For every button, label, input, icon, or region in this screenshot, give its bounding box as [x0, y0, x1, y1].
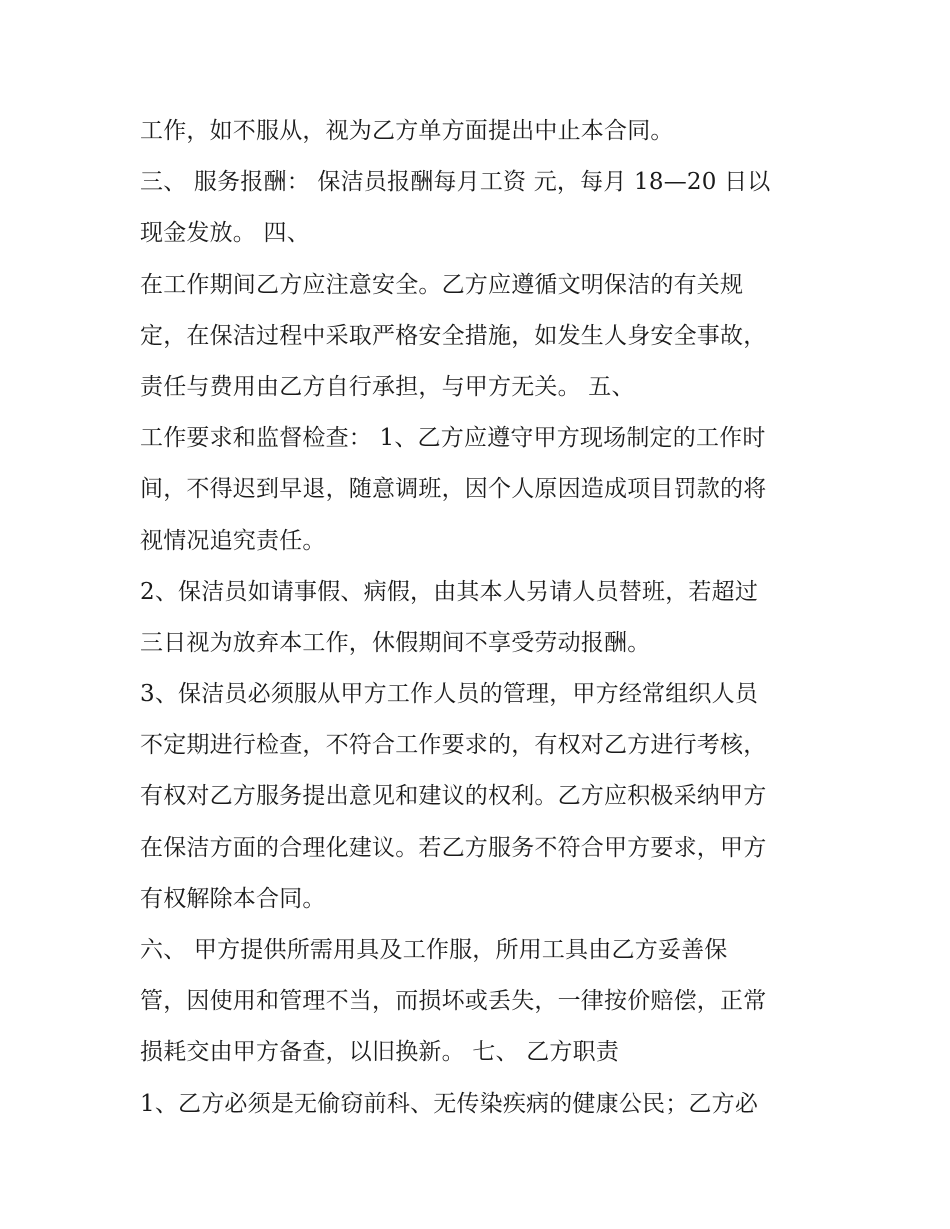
text-line: 现金发放。 四、 [140, 220, 310, 247]
text-line: 责任与费用由乙方自行承担，与甲方无关。 五、 [140, 373, 635, 400]
text-line: 损耗交由甲方备查，以旧换新。 七、 乙方职责 [140, 1039, 620, 1066]
text-line: 三、 服务报酬： 保洁员报酬每月工资 元，每月 18—20 日以 [140, 169, 771, 196]
text-line: 不定期进行检查，不符合工作要求的，有权对乙方进行考核， [140, 732, 767, 759]
text-line: 管，因使用和管理不当，而损坏或丢失，一律按价赔偿，正常 [140, 988, 767, 1015]
text-line: 工作要求和监督检查： 1、乙方应遵守甲方现场制定的工作时 [140, 425, 766, 452]
text-line: 六、 甲方提供所需用具及工作服，所用工具由乙方妥善保 [140, 937, 728, 963]
text-line: 在工作期间乙方应注意安全。乙方应遵循文明保洁的有关规 [140, 271, 744, 298]
text-line: 视情况追究责任。 [140, 527, 326, 554]
text-line: 间，不得迟到早退，随意调班，因个人原因造成项目罚款的将 [140, 476, 767, 503]
text-line: 有权对乙方服务提出意见和建议的权利。乙方应积极采纳甲方 [140, 783, 767, 810]
text-line: 2、保洁员如请事假、病假，由其本人另请人员替班，若超过 [140, 578, 759, 605]
contract-text-body [140, 106, 830, 1130]
text-line: 1、乙方必须是无偷窃前科、无传染疾病的健康公民；乙方必 [140, 1090, 759, 1117]
text-line: 三日视为放弃本工作，休假期间不享受劳动报酬。 [140, 629, 651, 656]
text-line: 3、保洁员必须服从甲方工作人员的管理，甲方经常组织人员 [140, 681, 759, 708]
text-line: 有权解除本合同。 [140, 885, 326, 912]
text-line: 工作，如不服从，视为乙方单方面提出中止本合同。 [140, 118, 674, 144]
text-line: 在保洁方面的合理化建议。若乙方服务不符合甲方要求，甲方 [140, 834, 767, 861]
text-line: 定，在保洁过程中采取严格安全措施，如发生人身安全事故， [140, 322, 767, 349]
